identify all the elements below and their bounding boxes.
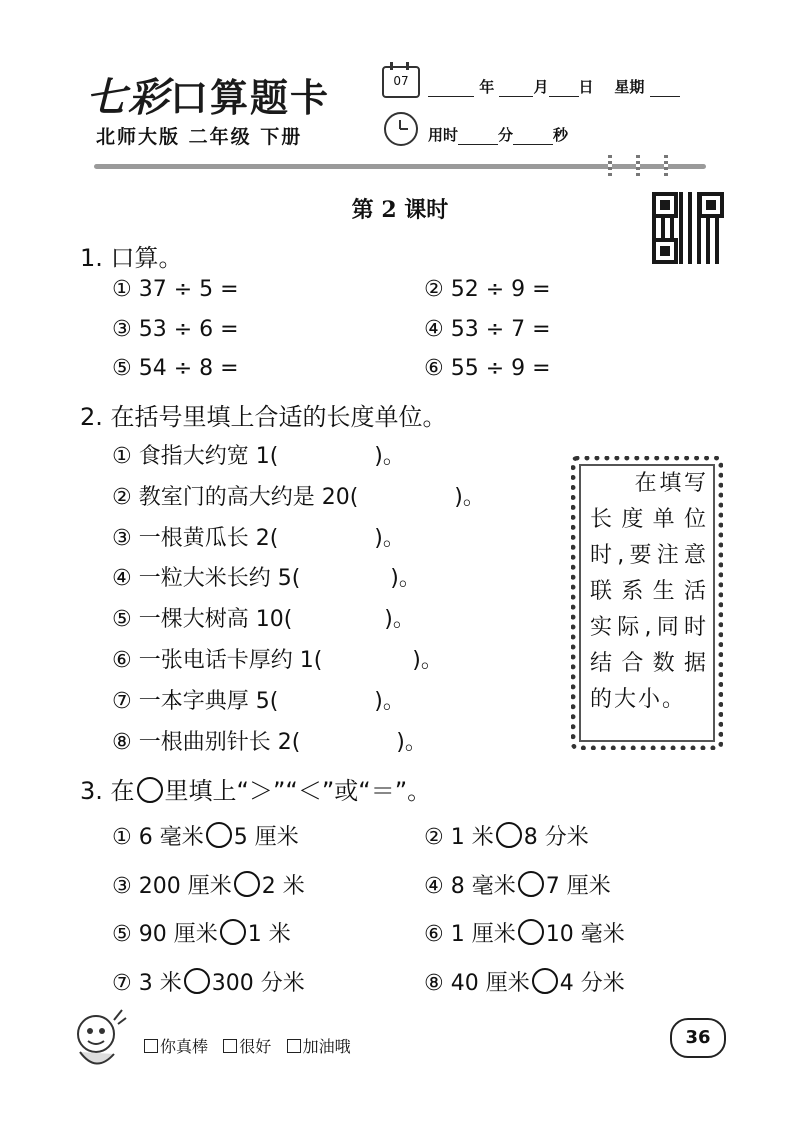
qr-code-icon [652,192,724,264]
weekday-blank[interactable] [650,80,680,97]
book-subtitle: 北师大版 二年级 下册 [96,126,303,148]
book-logo [86,66,330,123]
q1-item: ① 37 ÷ 5 = [112,277,239,302]
q2-item [112,643,443,674]
lesson-title: 第 2 课时 [351,197,449,223]
q3-left: ⑦ 3 米 [112,971,182,996]
minute-label: 分 [498,126,514,144]
compare-circle[interactable] [234,871,260,897]
q3-left: ⑧ 40 厘米 [424,971,530,996]
q3-left: ② 1 米 [424,825,494,850]
checkbox-great[interactable] [144,1039,158,1053]
q2-item-end: )。 [390,566,421,591]
rating-good-label: 很好 [239,1037,272,1056]
minute-blank[interactable] [458,128,498,145]
second-blank[interactable] [513,128,553,145]
q3-item [424,917,625,948]
mascot-icon [70,1004,128,1074]
q2-item [112,602,415,633]
divider-pin [608,155,612,177]
calendar-day: 07 [393,74,409,88]
logo-hand-text: 七彩 [86,74,170,121]
calendar-icon [382,66,420,98]
checkbox-good[interactable] [223,1039,237,1053]
clock-icon [384,112,418,146]
q2-item [112,439,405,470]
q3-left: ③ 200 厘米 [112,874,232,899]
compare-circle[interactable] [206,822,232,848]
q2-item-text: ⑧ 一根曲别针长 2( [112,730,301,755]
q2-item-text: ① 食指大约宽 1( [112,444,279,469]
self-rating [144,1034,351,1057]
q3-title [80,771,431,806]
header-divider [94,164,706,169]
circle-blank-icon [137,777,163,803]
q3-right: 300 分米 [211,971,305,996]
q3-item [424,966,625,997]
q3-right: 4 分米 [559,971,625,996]
q3-left: ⑥ 1 厘米 [424,922,516,947]
q2-item [112,684,405,715]
q2-item-end: )。 [396,730,427,755]
compare-circle[interactable] [496,822,522,848]
compare-circle[interactable] [532,968,558,994]
time-label: 用时 [428,126,459,144]
q3-item [112,917,291,948]
day-blank[interactable] [549,80,579,97]
q1-title: 1. 口算。 [80,244,183,272]
q2-item-text: ⑥ 一张电话卡厚约 1( [112,648,323,673]
q3-item [424,869,611,900]
q3-right: 8 分米 [523,825,589,850]
rating-great-label: 你真棒 [160,1037,209,1056]
compare-circle[interactable] [184,968,210,994]
q3-left: ④ 8 毫米 [424,874,516,899]
divider-pin [664,155,668,177]
checkbox-keep-going[interactable] [287,1039,301,1053]
date-line [428,76,680,97]
q2-item [112,561,421,592]
q1-item: ③ 53 ÷ 6 = [112,317,239,342]
q2-item-text: ② 教室门的高大约是 20( [112,485,359,510]
q1-item: ⑤ 54 ÷ 8 = [112,356,239,381]
q3-item [424,820,589,851]
q2-item-text: ⑤ 一棵大树高 10( [112,607,293,632]
q2-item [112,521,405,552]
q2-item-text: ④ 一粒大米长约 5( [112,566,301,591]
q2-item-end: )。 [374,444,405,469]
q2-item-text: ③ 一根黄瓜长 2( [112,526,279,551]
month-blank[interactable] [499,80,533,97]
compare-circle[interactable] [518,919,544,945]
month-label: 月 [533,78,549,96]
q1-item: ⑥ 55 ÷ 9 = [424,356,551,381]
page-number: 36 [670,1018,726,1058]
q3-right: 7 厘米 [545,874,611,899]
q3-right: 1 米 [247,922,291,947]
q2-item-end: )。 [454,485,485,510]
q1-item: ② 52 ÷ 9 = [424,277,551,302]
day-label: 日 [578,78,594,96]
time-line [428,124,568,145]
q2-item-text: ⑦ 一本字典厚 5( [112,689,279,714]
rating-keep-going-label: 加油哦 [302,1037,351,1056]
q3-item [112,869,305,900]
q3-item [112,820,299,851]
logo-text: 口算题卡 [170,76,331,120]
q2-item-end: )。 [384,607,415,632]
q3-title-start: 3. 在 [80,777,135,805]
q3-item [112,966,305,997]
tip-content: 在填写长度单位时,要注意联系生活实际,同时结合数据的大小。 [590,471,708,712]
divider-pin [636,155,640,177]
q2-item-end: )。 [374,689,405,714]
compare-circle[interactable] [518,871,544,897]
q2-title: 2. 在括号里填上合适的长度单位。 [80,403,447,431]
q2-item [112,480,485,511]
compare-circle[interactable] [220,919,246,945]
second-label: 秒 [553,126,569,144]
q3-right: 10 毫米 [545,922,625,947]
weekday-label: 星期 [614,78,645,96]
q3-right: 2 米 [261,874,305,899]
q3-left: ① 6 毫米 [112,825,204,850]
q2-item [112,725,427,756]
q3-left: ⑤ 90 厘米 [112,922,218,947]
q1-item: ④ 53 ÷ 7 = [424,317,551,342]
year-blank[interactable] [428,80,474,97]
q3-title-end: 里填上“＞”“＜”或“＝”。 [164,777,432,805]
q2-item-end: )。 [374,526,405,551]
q3-right: 5 厘米 [233,825,299,850]
year-label: 年 [479,78,495,96]
q2-item-end: )。 [412,648,443,673]
tip-text [590,466,708,718]
